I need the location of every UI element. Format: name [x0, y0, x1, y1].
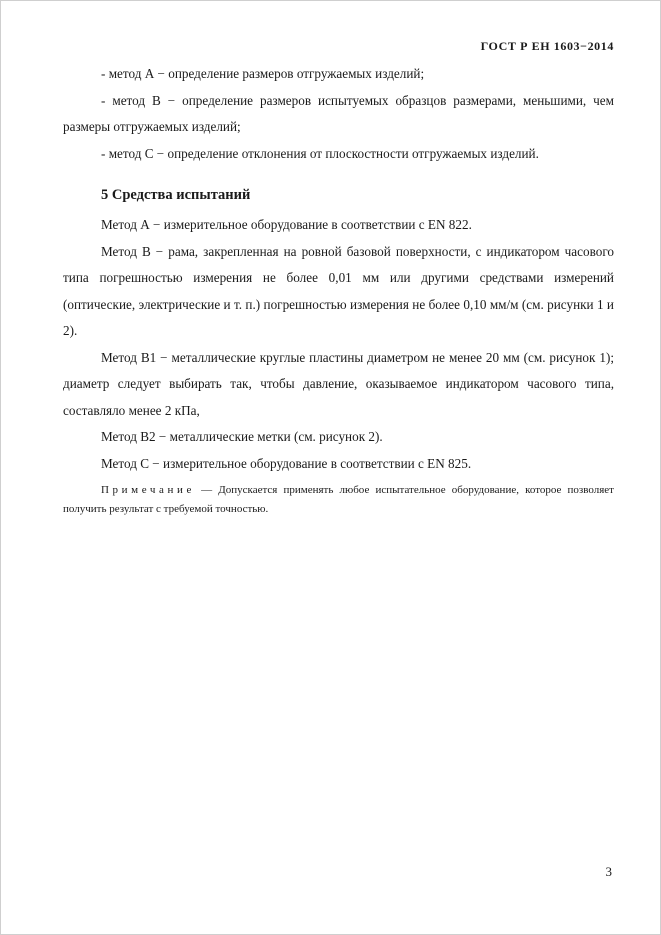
section-title: 5 Средства испытаний	[101, 187, 251, 203]
paragraph-method-c: Метод С − измерительное оборудование в соответствии с EN 825.	[101, 455, 472, 471]
paragraph-method-b1: Метод В1 − металлические круглые пластины диаметром не менее 20 мм (см. рисунок 1); диаметр следует выбирать так, чтобы давление, оказываемое индикатором часового типа, составляло менее 2 кПа,	[63, 349, 614, 418]
paragraph-method-b: Метод В − рама, закрепленная на ровной базовой поверхности, с индикатором часового типа погрешностью измерения не более 0,01 мм или другими средствами измерений (оптические, электрические и т. п.) погрешностью измерения не более 0,10 мм/м (см. рисунки 1 и 2).	[63, 243, 614, 338]
method-b-item: - метод В − определение размеров испытуемых образцов размерами, меньшими, чем размеры отгружаемых изделий;	[63, 92, 614, 134]
method-a-item: - метод А − определение размеров отгружаемых изделий;	[101, 66, 425, 81]
paragraph-method-a: Метод А − измерительное оборудование в соответствии с EN 822.	[101, 217, 472, 232]
method-c-item: - метод С − определение отклонения от плоскостности отгружаемых изделий.	[101, 145, 539, 161]
document-header: ГОСТ Р ЕН 1603−2014	[480, 39, 614, 53]
note-text: — Допускается применять любое испытательное оборудование, которое позволяет получить результат с требуемой точностью.	[63, 484, 614, 515]
note-label: Примечание	[101, 484, 195, 496]
document-body	[63, 61, 614, 519]
note	[63, 481, 614, 519]
page-number: 3	[605, 864, 612, 879]
paragraph-method-b2: Метод В2 − металлические метки (см. рисунок 2).	[101, 429, 383, 444]
